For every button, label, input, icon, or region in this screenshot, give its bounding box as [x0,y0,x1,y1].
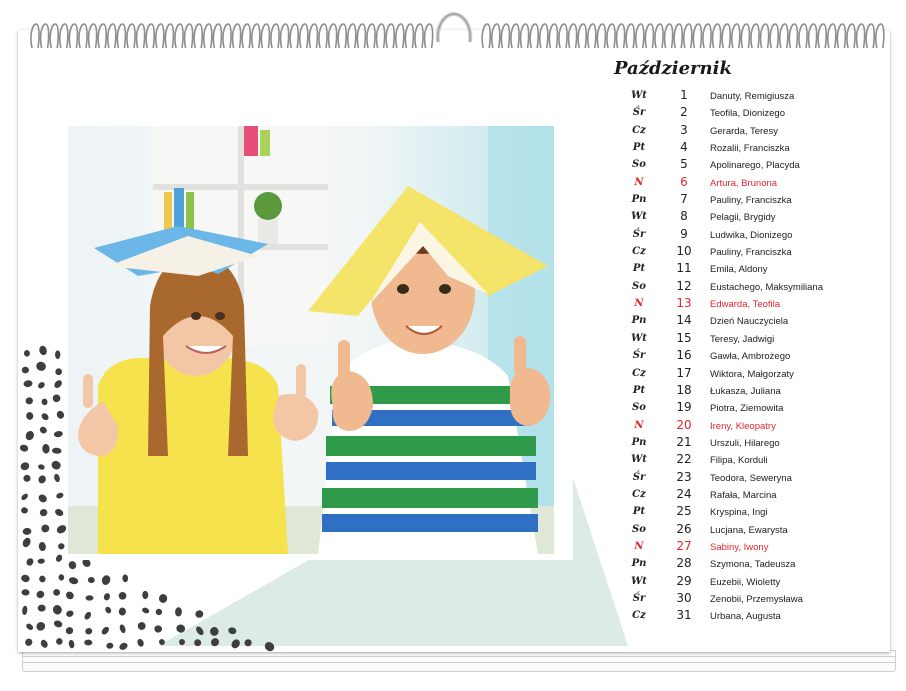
day-row [612,347,882,364]
day-number: 24 [676,486,692,501]
weekday-label: Śr [632,107,646,119]
calendar-column [612,58,882,625]
day-number: 12 [676,278,692,293]
day-row [612,122,882,139]
name-day-text: Edwarda, Teofila [710,299,781,311]
day-number: 2 [680,105,688,120]
name-day-text: Gawła, Ambrożego [710,351,791,363]
day-number: 8 [680,209,688,224]
weekday-label: Wt [631,575,647,587]
day-row [612,139,882,156]
weekday-label: So [632,402,646,414]
day-row [612,538,882,555]
weekday-label: N [634,176,644,188]
day-row [612,469,882,486]
day-number: 30 [676,590,692,605]
name-day-text: Lucjana, Ewarysta [710,524,788,536]
weekday-label: Wt [631,454,647,466]
weekday-label: Pn [631,436,647,448]
name-day-text: Dzień Nauczyciela [710,316,789,328]
weekday-label: Śr [632,592,646,604]
name-day-text: Zenobii, Przemysława [710,593,803,605]
day-number: 20 [676,417,692,432]
name-day-text: Rozalii, Franciszka [710,143,790,155]
hanger-hook [434,10,474,50]
weekday-label: Cz [632,610,646,622]
day-row [612,243,882,260]
day-row [612,260,882,277]
day-row [612,104,882,121]
name-day-text: Teresy, Jadwigi [710,333,775,345]
day-number: 5 [680,157,688,172]
name-day-text: Gerarda, Teresy [710,125,778,137]
day-row [612,156,882,173]
weekday-label: So [632,523,646,535]
day-number: 25 [676,504,692,519]
day-number: 7 [680,192,688,207]
name-day-text: Emila, Aldony [710,264,768,276]
day-number: 22 [676,452,692,467]
name-day-text: Pauliny, Franciszka [710,195,792,207]
day-number: 27 [676,538,692,553]
day-number: 6 [680,174,688,189]
weekday-label: So [632,280,646,292]
day-row [612,278,882,295]
page-stack-edge [22,662,896,672]
name-day-text: Rafała, Marcina [710,489,777,501]
weekday-label: Pn [631,558,647,570]
day-row [612,382,882,399]
name-day-text: Urszuli, Hilarego [710,437,780,449]
day-row [612,399,882,416]
weekday-label: N [634,540,644,552]
day-number: 18 [676,382,692,397]
weekday-label: Wt [631,211,647,223]
name-day-text: Wiktora, Małgorzaty [710,368,794,380]
day-number: 23 [676,469,692,484]
weekday-label: Cz [632,124,646,136]
day-row [612,191,882,208]
children-photo [68,126,554,554]
name-day-text: Euzebii, Wioletty [710,576,781,588]
day-row [612,208,882,225]
day-row [612,451,882,468]
name-day-text: Teodora, Seweryna [710,472,792,484]
day-number: 4 [680,140,688,155]
day-number: 19 [676,400,692,415]
day-number: 14 [676,313,692,328]
name-day-text: Łukasza, Juliana [710,385,781,397]
weekday-label: Pt [632,384,646,396]
day-number: 31 [676,608,692,623]
day-row [612,174,882,191]
day-row [612,521,882,538]
name-day-text: Danuty, Remigiusza [710,91,795,102]
name-day-text: Pelagii, Brygidy [710,212,776,224]
day-row [612,434,882,451]
weekday-label: Pn [631,194,647,206]
name-day-text: Teofila, Dionizego [710,108,785,120]
weekday-label: Wt [631,332,647,344]
day-number: 10 [676,244,692,259]
weekday-label: Pt [632,506,646,518]
day-row [612,330,882,347]
name-day-text: Ireny, Kleopatry [710,420,776,432]
day-row [612,226,882,243]
day-number: 15 [676,330,692,345]
name-day-text: Piotra, Ziemowita [710,403,784,415]
name-day-text: Urbana, Augusta [710,611,781,623]
day-row [612,417,882,434]
weekday-label: Pt [632,142,646,154]
day-number: 21 [676,434,692,449]
day-row [612,87,882,104]
name-day-text: Szymona, Tadeusza [710,559,796,571]
weekday-label: Pn [631,315,647,327]
name-day-text: Sabiny, Iwony [710,541,769,553]
day-number: 13 [676,296,692,311]
day-number: 9 [680,226,688,241]
weekday-label: Pt [632,263,646,275]
day-number: 29 [676,573,692,588]
weekday-label: Śr [632,350,646,362]
day-row [612,365,882,382]
name-day-text: Artura, Brunona [710,177,778,189]
day-number: 17 [676,365,692,380]
day-number: 3 [680,122,688,137]
weekday-label: Cz [632,246,646,258]
weekday-label: N [634,419,644,431]
weekday-label: Śr [632,471,646,483]
name-day-text: Kryspina, Ingi [710,507,768,519]
weekday-label: N [634,298,644,310]
day-row [612,590,882,607]
day-row [612,312,882,329]
day-number: 1 [680,88,688,102]
day-row [612,555,882,572]
day-number: 28 [676,556,692,571]
weekday-label: Cz [632,367,646,379]
day-row [612,486,882,503]
name-day-text: Pauliny, Franciszka [710,247,792,259]
day-row [612,503,882,520]
month-title: Październik [614,58,732,79]
weekday-label: Wt [631,90,647,101]
day-row [612,295,882,312]
weekday-label: So [632,159,646,171]
day-row [612,573,882,590]
day-number: 16 [676,348,692,363]
day-list [612,87,882,625]
name-day-text: Eustachego, Maksymiliana [710,281,823,293]
weekday-label: Śr [632,228,646,240]
day-number: 11 [676,261,692,276]
day-row [612,607,882,624]
name-day-text: Apolinarego, Placyda [710,160,800,172]
day-number: 26 [676,521,692,536]
name-day-text: Filipa, Korduli [710,455,768,467]
weekday-label: Cz [632,488,646,500]
name-day-text: Ludwika, Dionizego [710,229,793,241]
